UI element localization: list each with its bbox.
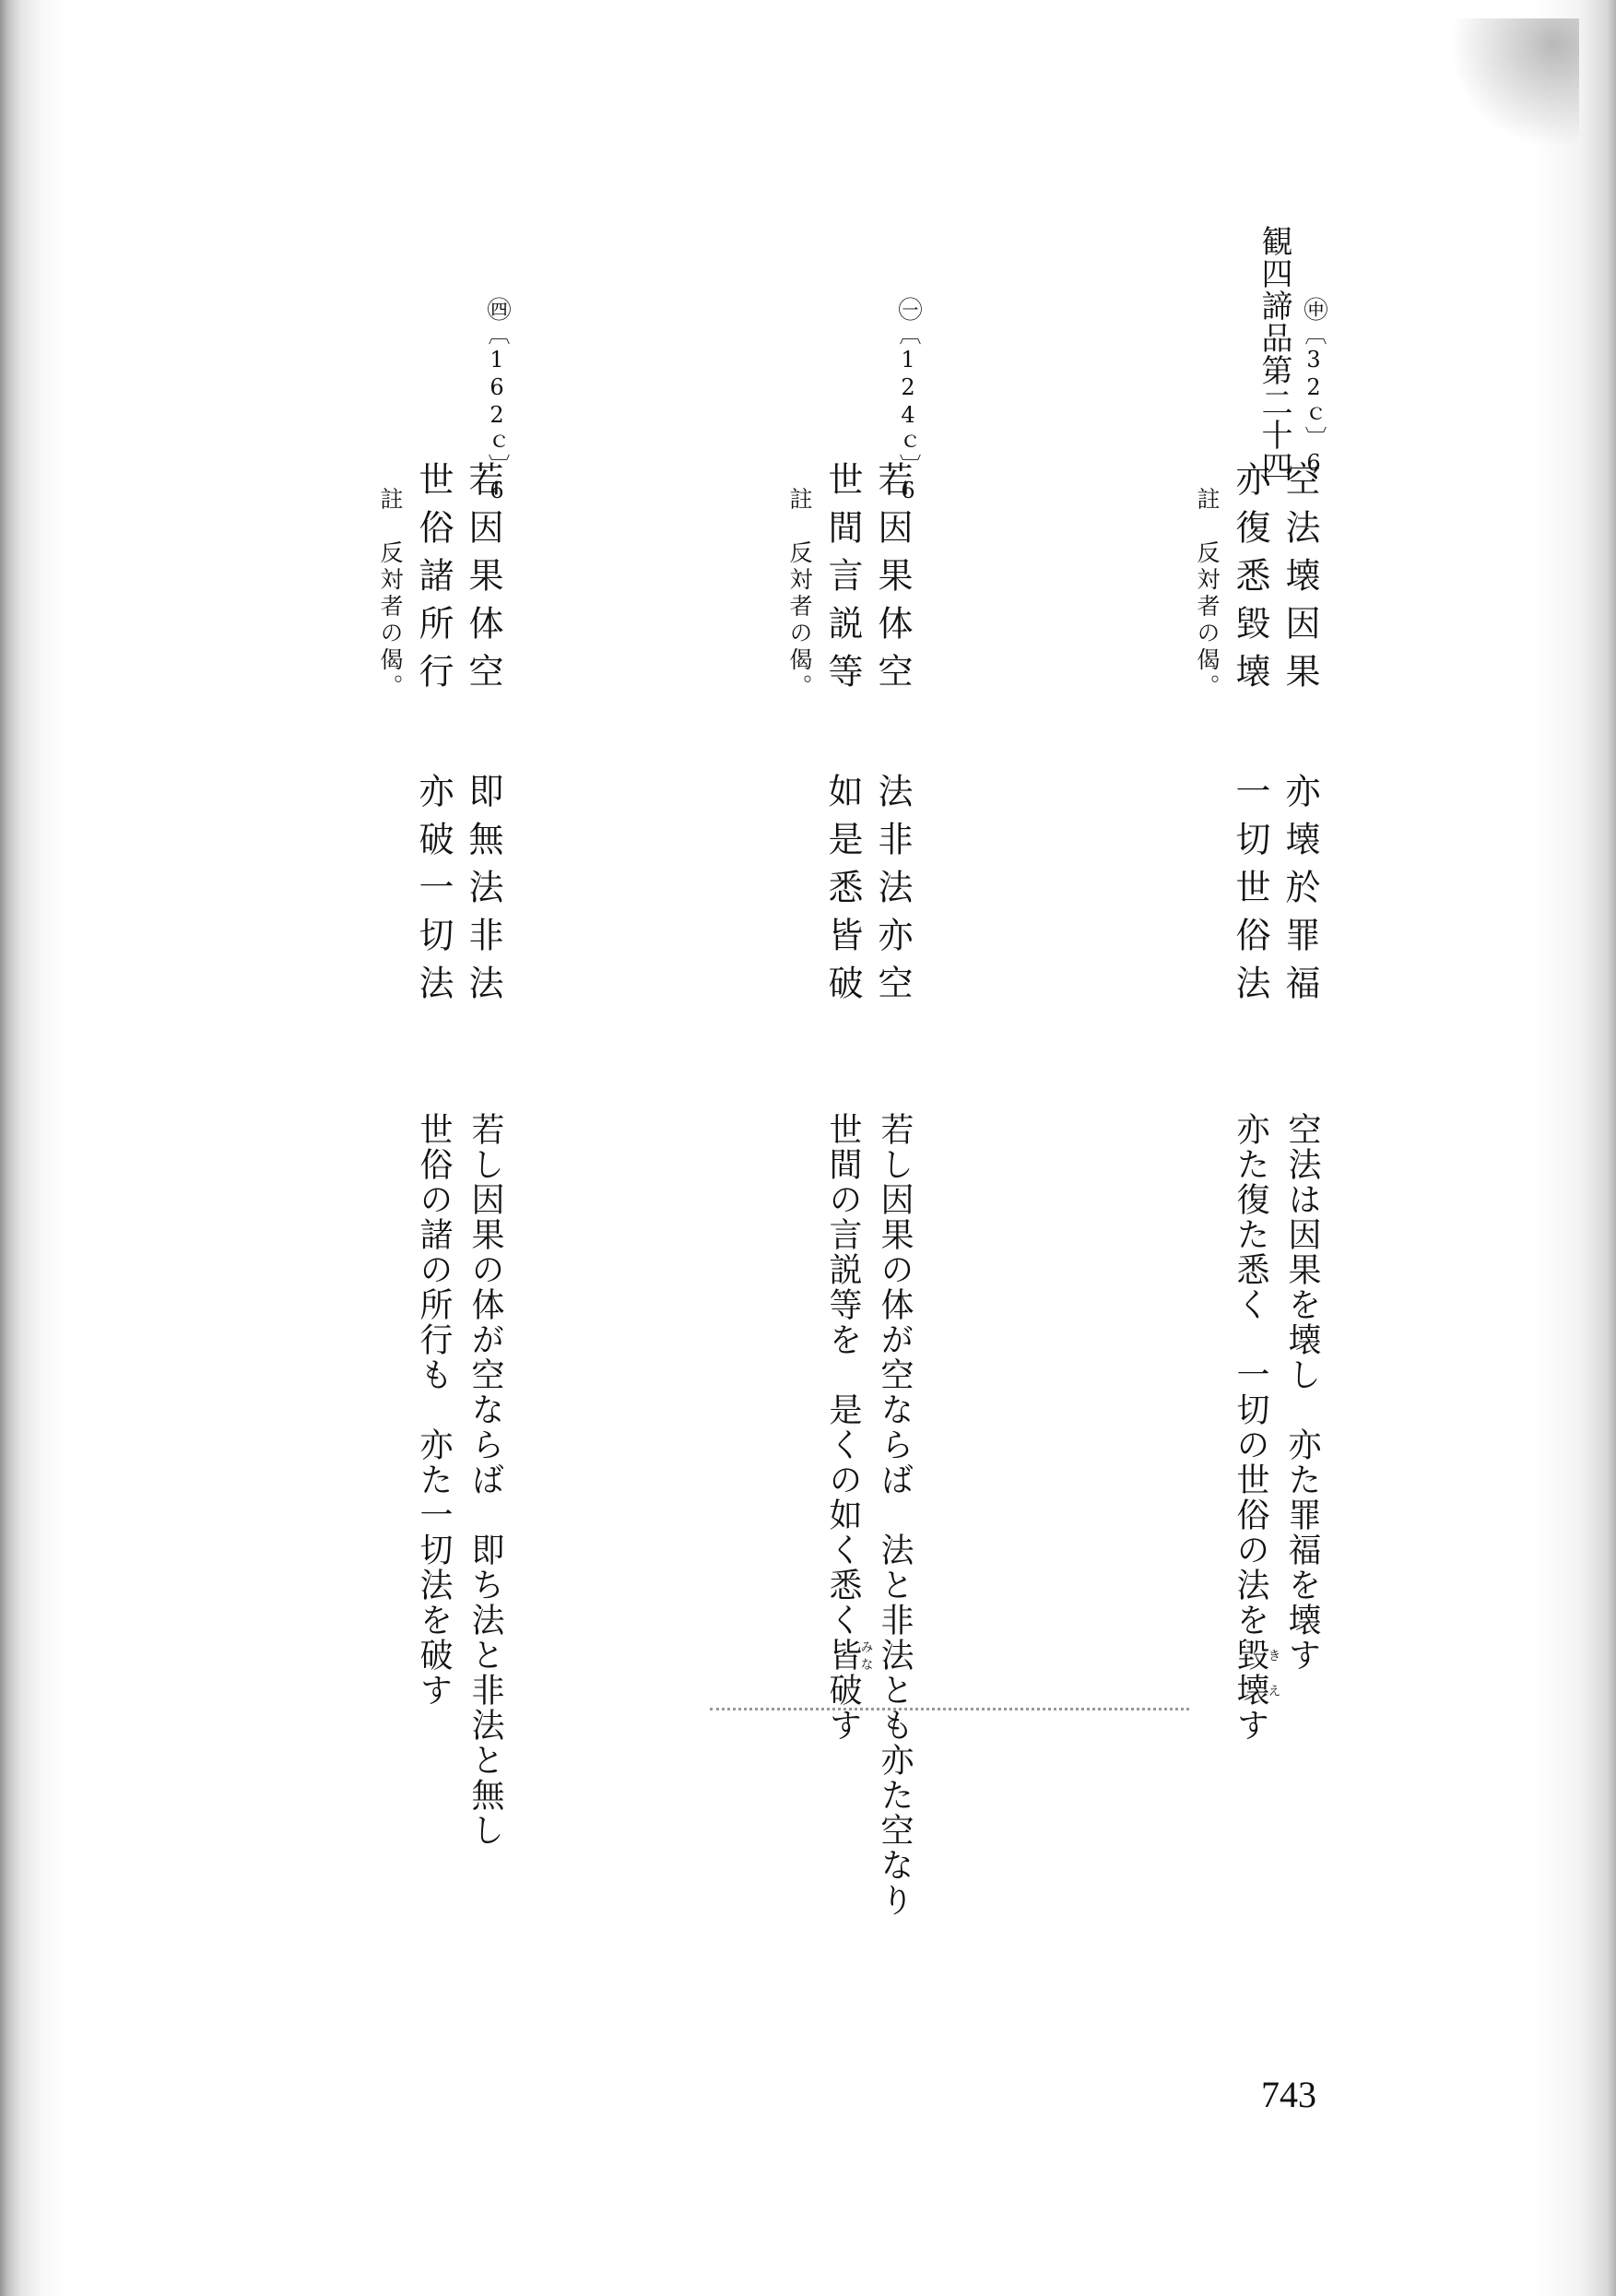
- section-3-verse-d: 亦破一切法: [413, 773, 454, 1012]
- section-1-translation-line-2a: 亦た復た悉く 一切の世俗の法を: [1232, 1112, 1269, 1638]
- section-2-ref: 〔124ｃ〕6: [895, 323, 921, 505]
- section-3-symbol: ㊃: [483, 297, 511, 323]
- section-3-translation-line-2: 世俗の諸の所行も 亦た一切法を破す: [415, 1112, 453, 1708]
- section-1-verse-d: 一切世俗法: [1230, 773, 1270, 1012]
- scan-dotted-line: [710, 1708, 1189, 1710]
- section-2-verse-c: 世間言説等: [822, 461, 863, 701]
- section-3-verse-a: 若因果体空: [463, 461, 503, 701]
- scan-edge-left: [0, 0, 65, 2296]
- section-1-verse-c: 亦復悉毀壊: [1230, 461, 1270, 701]
- section-2-translation-line-1: 若し因果の体が空ならば 法と非法とも亦た空なり: [876, 1112, 914, 1918]
- section-3-ref: 〔162ｃ〕6: [484, 323, 510, 505]
- section-1-verse-b: 亦壊於罪福: [1280, 773, 1320, 1012]
- section-2-translation-line-2: [822, 1112, 873, 1743]
- scan-corner-smudge: [1450, 18, 1579, 148]
- section-2-verse-d: 如是悉皆破: [822, 773, 863, 1012]
- section-1-translation-line-2: [1230, 1112, 1280, 1743]
- section-2-note: 註 反対者の偈。: [786, 487, 813, 701]
- section-1-marker: [1300, 297, 1327, 478]
- page-number: 743: [1261, 2074, 1316, 2115]
- section-1-ref: 〔32ｃ〕6: [1301, 323, 1327, 478]
- section-2-translation-line-2a: 世間の言説等を 是くの如く悉く: [824, 1112, 862, 1638]
- section-1-ruby-ki: 毀き: [1232, 1638, 1281, 1673]
- section-1-symbol: ㊥: [1300, 297, 1327, 323]
- section-1-ruby-e: 壊え: [1232, 1673, 1281, 1708]
- scan-edge-right: [1533, 0, 1616, 2296]
- section-3-note: 註 反対者の偈。: [377, 487, 404, 701]
- section-3-verse-b: 即無法非法: [463, 773, 503, 1012]
- section-2-verse-b: 法非法亦空: [872, 773, 913, 1012]
- section-2-ruby-mina: 皆みな: [824, 1638, 874, 1673]
- section-1-verse-a: 空法壊因果: [1280, 461, 1320, 701]
- section-2-symbol: ㊀: [894, 297, 922, 323]
- section-1-translation-line-2d: す: [1232, 1708, 1269, 1743]
- page-header: 観四諦品第二十四: [1256, 225, 1292, 483]
- section-2-verse-a: 若因果体空: [872, 461, 913, 701]
- section-3-verse-c: 世俗諸所行: [413, 461, 454, 701]
- section-1-note: 註 反対者の偈。: [1194, 487, 1221, 701]
- section-3-translation-line-1: 若し因果の体が空ならば 即ち法と非法と無し: [466, 1112, 504, 1848]
- section-2-translation-line-2c: 破す: [824, 1673, 862, 1743]
- section-1-translation-line-1: 空法は因果を壊し 亦た罪福を壊す: [1283, 1112, 1321, 1673]
